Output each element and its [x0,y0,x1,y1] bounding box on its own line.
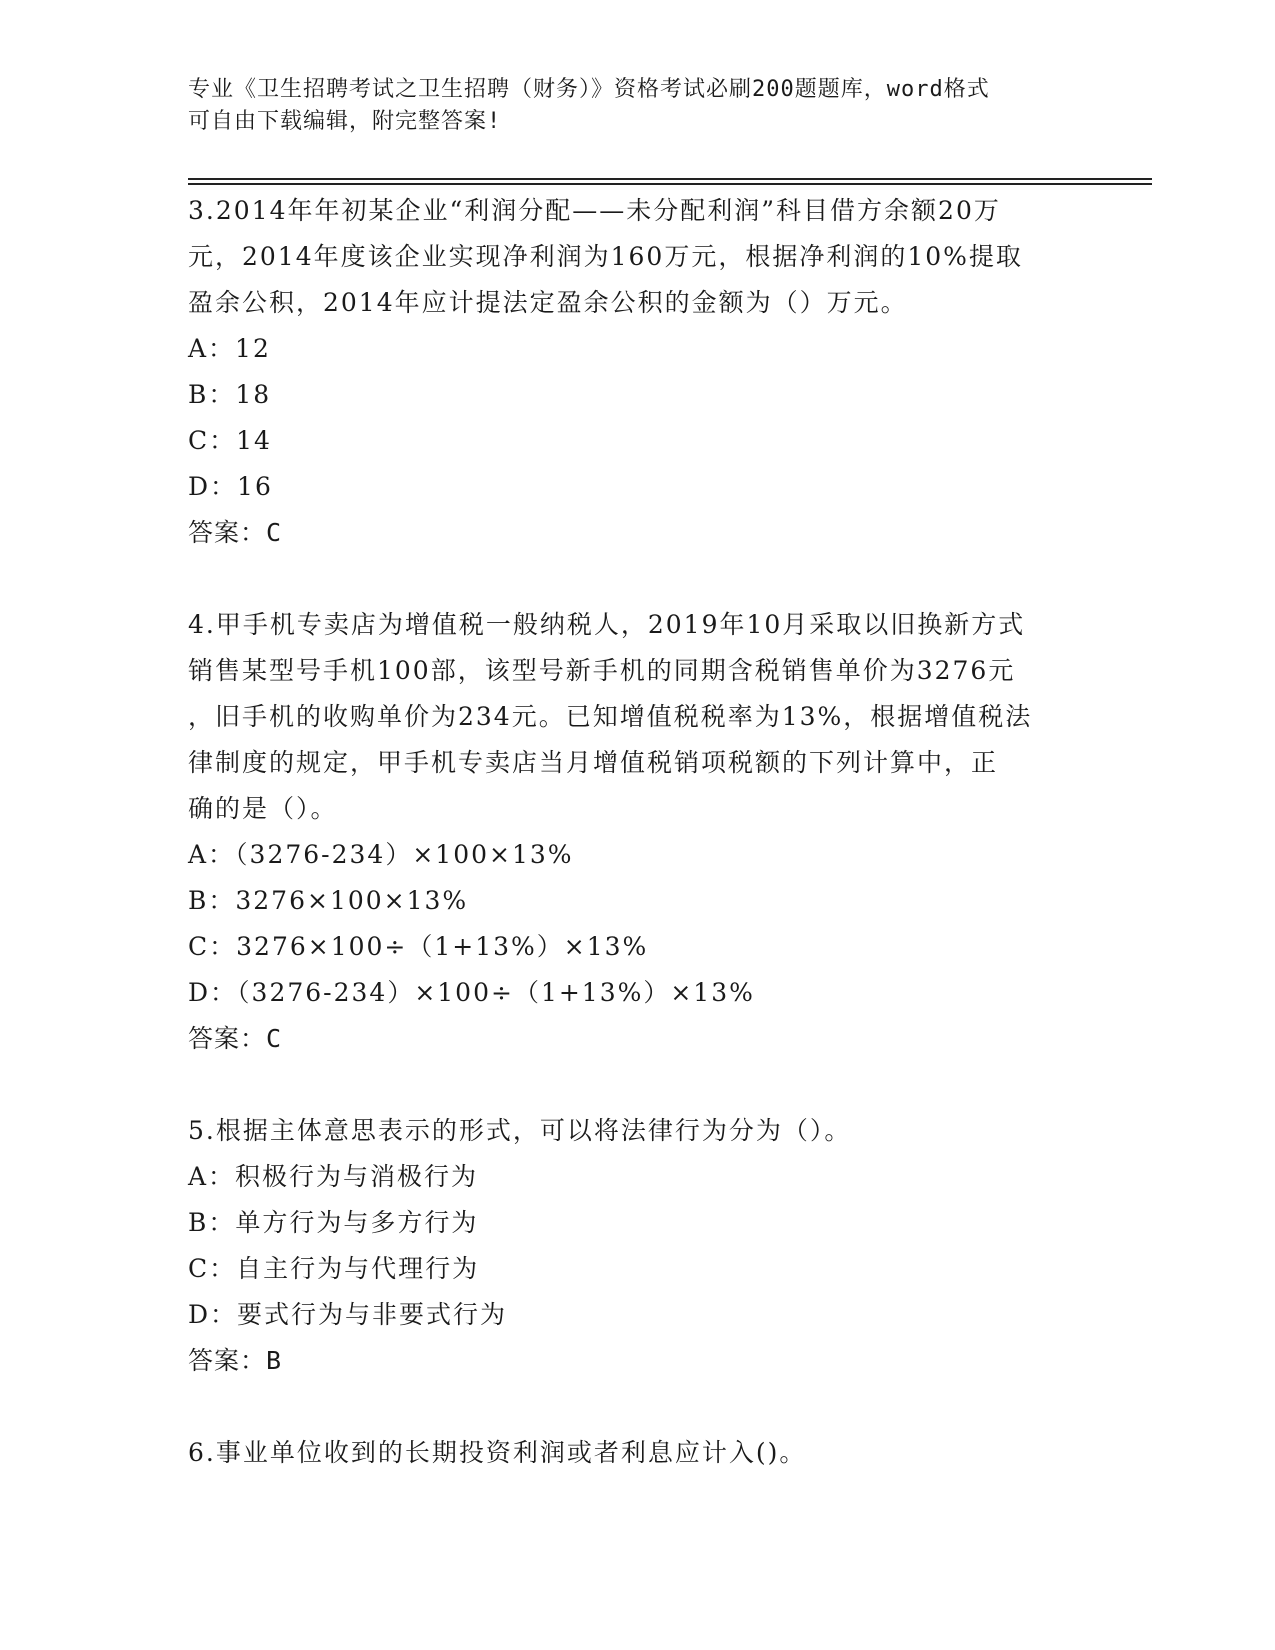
answer-option: C：14 [188,426,272,455]
answer-option: D：（3276-234）×100÷（1+13%）×13% [188,978,755,1007]
answer-option: C：3276×100÷（1+13%）×13% [188,932,649,961]
answer-option: A：12 [188,334,271,363]
question-item [188,1108,1128,1384]
question-stem: ，旧手机的收购单价为234元。已知增值税税率为13%，根据增值税法 [188,702,1033,731]
header-line: 专业《卫生招聘考试之卫生招聘（财务）》资格考试必刷200题题库，word格式 [188,77,990,102]
header-line: 可自由下载编辑，附完整答案! [188,109,502,134]
answer-key: 答案：B [188,1346,283,1375]
question-item [188,188,1128,556]
answer-key: 答案：C [188,1024,283,1053]
question-spacer [188,1384,1128,1430]
question-stem: 确的是（）。 [188,794,338,823]
answer-option: A：积极行为与消极行为 [188,1162,479,1191]
question-stem: 盈余公积，2014年应计提法定盈余公积的金额为（）万元。 [188,288,908,317]
answer-option: B：18 [188,380,272,409]
question-spacer [188,556,1128,602]
answer-option: B：单方行为与多方行为 [188,1208,479,1237]
question-stem: 6.事业单位收到的长期投资利润或者利息应计入()。 [188,1438,807,1467]
question-stem: 销售某型号手机100部，该型号新手机的同期含税销售单价为3276元 [188,656,1016,685]
question-stem: 3.2014年年初某企业“利润分配——未分配利润”科目借方余额20万 [188,196,1001,225]
answer-option: B：3276×100×13% [188,886,469,915]
answer-option: A：（3276-234）×100×13% [188,840,574,869]
question-list [188,188,1128,1476]
document-header [188,74,1088,138]
question-spacer [188,1062,1128,1108]
question-item [188,1430,1128,1476]
question-stem: 5.根据主体意思表示的形式，可以将法律行为分为（）。 [188,1116,852,1145]
answer-option: D：16 [188,472,273,501]
question-item [188,602,1128,1062]
answer-option: C：自主行为与代理行为 [188,1254,480,1283]
answer-key: 答案：C [188,518,283,547]
question-stem: 元，2014年度该企业实现净利润为160万元，根据净利润的10%提取 [188,242,1023,271]
header-divider [188,183,1152,185]
question-stem: 律制度的规定，甲手机专卖店当月增值税销项税额的下列计算中，正 [188,748,999,777]
question-stem: 4.甲手机专卖店为增值税一般纳税人，2019年10月采取以旧换新方式 [188,610,1026,639]
answer-option: D：要式行为与非要式行为 [188,1300,508,1329]
header-divider [188,178,1152,180]
